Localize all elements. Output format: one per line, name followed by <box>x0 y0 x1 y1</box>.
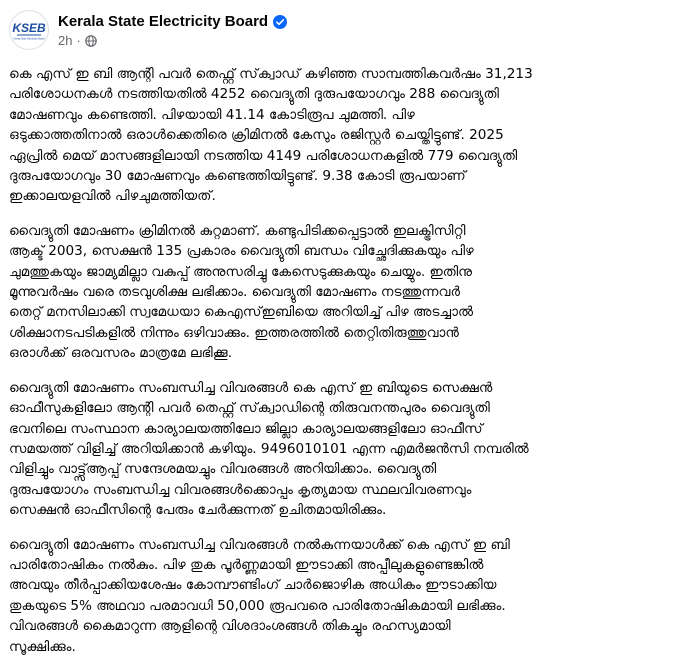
post-body <box>9 64 683 657</box>
post-paragraph-2: വൈദ്യുതി മോഷണം ക്രിമിനൽ കുറ്റമാണ്. കണ്ടുപിടിക്കപ്പെട്ടാൽ ഇലക്ട്രിസിറ്റി ആക്ട് 2003, സെക്ഷൻ 135 പ്രകാരം വൈദ്യുതി ബന്ധം വിച്ഛേദിക്കുകയും പിഴ ചുമത്തുകയും ജാമ്യമില്ലാ വകുപ്പ് അനുസരിച്ചു കേസെടുക്കുകയും ചെയ്യും. ഇതിനു മൂന്നുവർഷം വരെ തടവുശിക്ഷ ലഭിക്കാം. വൈദ്യുതി മോഷണം നടത്തുന്നവർ തെറ്റ് മനസിലാക്കി സ്വമേധയാ കെഎസ്ഇബിയെ അറിയിച്ച് പിഴ അടച്ചാൽ ശിക്ഷാനടപടികളിൽ നിന്നും ഒഴിവാക്കും. ഇത്തരത്തിൽ തെറ്റിതിരുത്തുവാൻ ഒരാൾക്ക് ഒരവസരം മാത്രമേ ലഭിക്കൂ. <box>9 222 474 362</box>
post-paragraph-4: വൈദ്യുതി മോഷണം സംബന്ധിച്ച വിവരങ്ങൾ നൽകുന്നയാൾക്ക് കെ എസ് ഇ ബി പാരിതോഷികം നൽകും. പിഴ തുക പൂർണ്ണമായി ഈടാക്കി അപ്പീലുകളുണ്ടെങ്കിൽ അവയും തീർപ്പാക്കിയശേഷം കോമ്പൗണ്ടിംഗ് ചാർജൊഴിക അധികം ഈടാക്കിയ തുകയുടെ 5% അഥവാ പരമാവധി 50,000 രൂപവരെ പാരിതോഷികമായി ലഭിക്കും. വിവരങ്ങൾ കൈമാറുന്ന ആളിന്റെ വിശദാംശങ്ങൾ തികച്ചും രഹസ്യമായി സൂക്ഷിക്കും. <box>9 536 510 655</box>
post-subline <box>58 33 287 48</box>
page-name[interactable]: Kerala State Electricity Board <box>58 13 269 30</box>
kseb-logo-subtext: Kerala State Electricity Board <box>13 37 45 41</box>
separator-dot: · <box>76 33 81 48</box>
kseb-logo-text: KSEB <box>12 21 46 35</box>
name-row <box>58 13 287 30</box>
post-paragraph-3: വൈദ്യുതി മോഷണം സംബന്ധിച്ച വിവരങ്ങൾ കെ എസ് ഇ ബിയുടെ സെക്ഷൻ ഓഫീസുകളിലോ ആന്റി പവർ തെഫ്റ്റ് സ്‌ക്വാഡിന്റെ തിരുവനന്തപുരം വൈദ്യുതി ഭവനിലെ സംസ്ഥാന കാര്യാലയത്തിലോ ജില്ലാ കാര്യാലയങ്ങളിലോ ഓഫീസ് സമയത്ത് വിളിച്ച് അറിയിക്കാൻ കഴിയും. 9496010101 എന്ന എമർജൻസി നമ്പരിൽ വിളിച്ചും വാട്ട്സ്ആപ്പ് സന്ദേശമയച്ചും വിവരങ്ങൾ അറിയിക്കാം. വൈദ്യുതി ദുരുപയോഗം സംബന്ധിച്ച വിവരങ്ങൾക്കൊപ്പം കൃത്യമായ സ്ഥലവിവരണവും സെക്ഷൻ ഓഫീസിന്റെ പേരും ചേർക്കുന്നത് ഉചിതമായിരിക്കും. <box>9 379 529 519</box>
post-meta <box>58 10 287 48</box>
verified-badge-icon <box>273 15 287 29</box>
kseb-logo <box>11 19 47 41</box>
post-paragraph-1: കെ എസ് ഇ ബി ആന്റി പവർ തെഫ്റ്റ് സ്‌ക്വാഡ് കഴിഞ്ഞ സാമ്പത്തികവർഷം 31,213 പരിശോധനകൾ നടത്തിയതിൽ 4252 വൈദ്യുതി ദുരുപയോഗവും 288 വൈദ്യുതി മോഷണവും കണ്ടെത്തി. പിഴയായി 41.14 കോടിരൂപ ചുമത്തി. പിഴ ഒടുക്കാത്തതിനാൽ ഒരാൾക്കെതിരെ ക്രിമിനൽ കേസും രജിസ്റ്റർ ചെയ്തിട്ടുണ്ട്. 2025 ഏപ്രിൽ മെയ് മാസങ്ങളിലായി നടത്തിയ 4149 പരിശോധനകളിൽ 779 വൈദ്യുതി ദുരുപയോഗവും 30 മോഷണവും കണ്ടെത്തിയിട്ടുണ്ട്. 9.38 കോടി രൂപയാണ് ഇക്കാലയളവിൽ പിഴചുമത്തിയത്. <box>9 66 533 205</box>
post-timestamp[interactable]: 2h <box>58 33 73 48</box>
page-avatar[interactable] <box>9 10 49 50</box>
post-header <box>9 10 683 60</box>
globe-icon[interactable] <box>85 35 97 47</box>
